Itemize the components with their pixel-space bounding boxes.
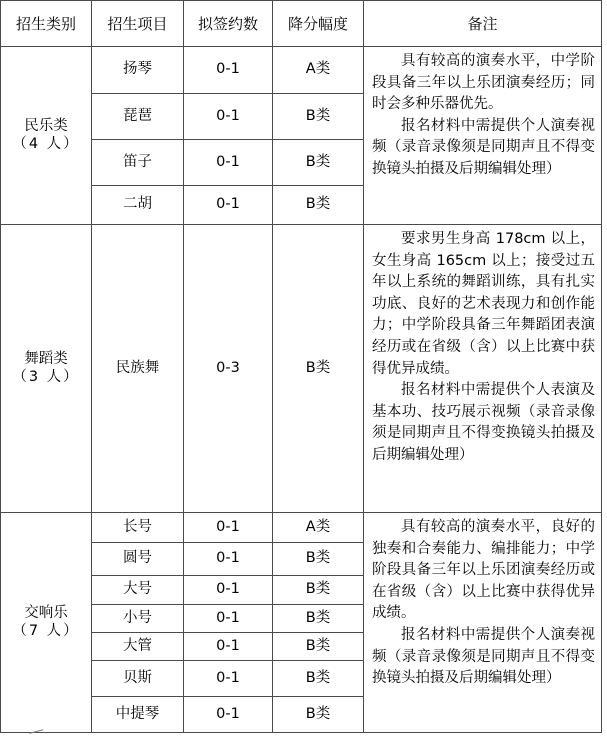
- item-cell: 琵琶: [92, 94, 184, 140]
- item-cell: 中提琴: [92, 697, 184, 733]
- item-cell: 大管: [92, 633, 184, 661]
- notes-cell: [364, 513, 602, 733]
- table-row: [1, 513, 602, 543]
- quota-cell: 0-1: [184, 543, 273, 576]
- item-cell: 小号: [92, 605, 184, 633]
- reduction-cell: B类: [273, 543, 364, 576]
- reduction-cell: A类: [273, 513, 364, 543]
- reduction-cell: B类: [273, 225, 364, 513]
- note-paragraph: 要求男生身高 178cm 以上，女生身高 165cm 以上；接受过五年以上系统的舞蹈训练，具有扎实功底、良好的艺术表现力和创作能力；中学阶段具备三年舞蹈团表演经历或在省级（含）以上比赛中获得优异成绩。: [372, 231, 595, 377]
- reduction-cell: B类: [273, 94, 364, 140]
- category-cell: [1, 513, 92, 733]
- reduction-cell: B类: [273, 140, 364, 186]
- item-cell: 民族舞: [92, 225, 184, 513]
- reduction-cell: B类: [273, 186, 364, 225]
- item-cell: 笛子: [92, 140, 184, 186]
- quota-cell: 0-1: [184, 605, 273, 633]
- notes-cell: [364, 47, 602, 225]
- notes-cell: [364, 225, 602, 513]
- quota-cell: 0-1: [184, 186, 273, 225]
- reduction-cell: B类: [273, 697, 364, 733]
- note-paragraph: 具有较高的演奏水平，良好的独奏和合奏能力、编排能力；中学阶段具备三年以上乐团演奏经历或在省级（含）以上比赛中获得优异成绩。: [372, 519, 595, 622]
- category-cell: [1, 47, 92, 225]
- note-paragraph: 报名材料中需提供个人演奏视频（录音录像须是同期声且不得变换镜头拍摄及后期编辑处理）: [372, 626, 595, 687]
- reduction-cell: A类: [273, 47, 364, 94]
- category-count: （3 人）: [12, 368, 80, 385]
- category-count: （7 人）: [12, 622, 80, 639]
- item-cell: 二胡: [92, 186, 184, 225]
- item-cell: 大号: [92, 576, 184, 605]
- category-count: （4 人）: [12, 135, 80, 152]
- category-name: 民乐类: [24, 118, 68, 135]
- note-paragraph: 报名材料中需提供个人表演及基本功、技巧展示视频（录音录像须是同期声且不得变换镜头拍摄及后期编辑处理）: [372, 382, 595, 463]
- reduction-cell: B类: [273, 605, 364, 633]
- note-paragraph: 具有较高的演奏水平，中学阶段具备三年以上乐团演奏经历；同时会多种乐器优先。: [372, 53, 595, 113]
- quota-cell: 0-1: [184, 140, 273, 186]
- category-cell: [1, 225, 92, 513]
- quota-cell: 0-1: [184, 94, 273, 140]
- category-name: 舞蹈类: [24, 351, 68, 368]
- reduction-cell: B类: [273, 661, 364, 697]
- quota-cell: 0-1: [184, 697, 273, 733]
- header-item: 招生项目: [92, 1, 184, 47]
- item-cell: 圆号: [92, 543, 184, 576]
- header-row: [1, 1, 602, 47]
- reduction-cell: B类: [273, 576, 364, 605]
- category-name: 交响乐: [24, 605, 68, 622]
- note-paragraph: 报名材料中需提供个人演奏视频（录音录像须是同期声且不得变换镜头拍摄及后期编辑处理）: [372, 117, 595, 177]
- reduction-cell: B类: [273, 633, 364, 661]
- item-cell: 长号: [92, 513, 184, 543]
- quota-cell: 0-1: [184, 661, 273, 697]
- quota-cell: 0-1: [184, 47, 273, 94]
- table-row: [1, 47, 602, 94]
- header-notes: 备注: [364, 1, 602, 47]
- header-reduction: 降分幅度: [273, 1, 364, 47]
- item-cell: 扬琴: [92, 47, 184, 94]
- item-cell: 贝斯: [92, 661, 184, 697]
- quota-cell: 0-3: [184, 225, 273, 513]
- table-row: [1, 225, 602, 513]
- header-category: 招生类别: [1, 1, 92, 47]
- quota-cell: 0-1: [184, 633, 273, 661]
- quota-cell: 0-1: [184, 576, 273, 605]
- quota-cell: 0-1: [184, 513, 273, 543]
- header-quota: 拟签约数: [184, 1, 273, 47]
